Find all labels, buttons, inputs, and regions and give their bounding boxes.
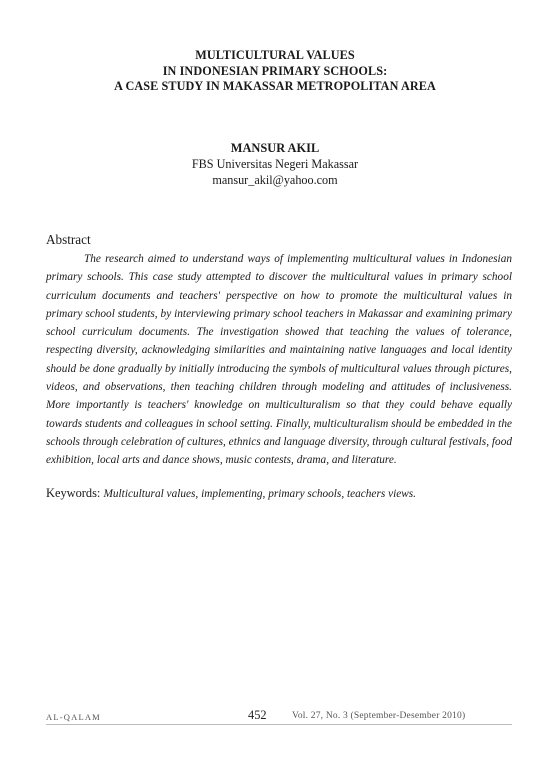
- paper-title: [40, 48, 510, 95]
- abstract-heading: Abstract: [46, 232, 91, 247]
- keywords: [46, 485, 512, 502]
- footer-page-number: 452: [248, 708, 267, 722]
- author-email: mansur_akil@yahoo.com: [212, 173, 338, 187]
- author-affiliation: FBS Universitas Negeri Makassar: [191, 157, 359, 171]
- footer-issue: Vol. 27, No. 3 (September-Desember 2010): [292, 711, 466, 721]
- keywords-text: Multicultural values, implementing, primary schools, teachers views.: [103, 488, 416, 500]
- title-line-2: IN INDONESIAN PRIMARY SCHOOLS:: [162, 63, 388, 78]
- author-name: MANSUR AKIL: [230, 141, 320, 155]
- title-line-1: MULTICULTURAL VALUES: [195, 48, 355, 62]
- footer-journal: AL-QALAM: [46, 712, 101, 722]
- title-line-3: A CASE STUDY IN MAKASSAR METROPOLITAN AREA: [114, 79, 436, 93]
- abstract-body: The research aimed to understand ways of implementing multicultural values in Indonesian primary schools. This case study attempted to discover the multicultural values in primary school curriculum documents and teachers' perspective on how to promote the multicultural values in primary school students, by interviewing primary school teachers in Makassar and examining primary school curriculum documents. The investigation showed that teaching the values of tolerance, respecting diversity, acknowledging similarities and maintaining native languages and local identity should be done gradually by initially introducing the symbols of multicultural values through pictures, videos, and observations, then teaching children through modeling and attitudes of inclusiveness. More importantly is teachers' knowledge on multiculturalism so that they could behave equally towards students and colleagues in school setting. Finally, multiculturalism should be embedded in the schools through celebration of cultures, ethnics and language diversity, through cultural festivals, food exhibition, local arts and dance shows, music contests, drama, and literature.: [46, 253, 512, 467]
- keywords-label: Keywords:: [46, 486, 104, 500]
- footer-rule: [46, 724, 512, 725]
